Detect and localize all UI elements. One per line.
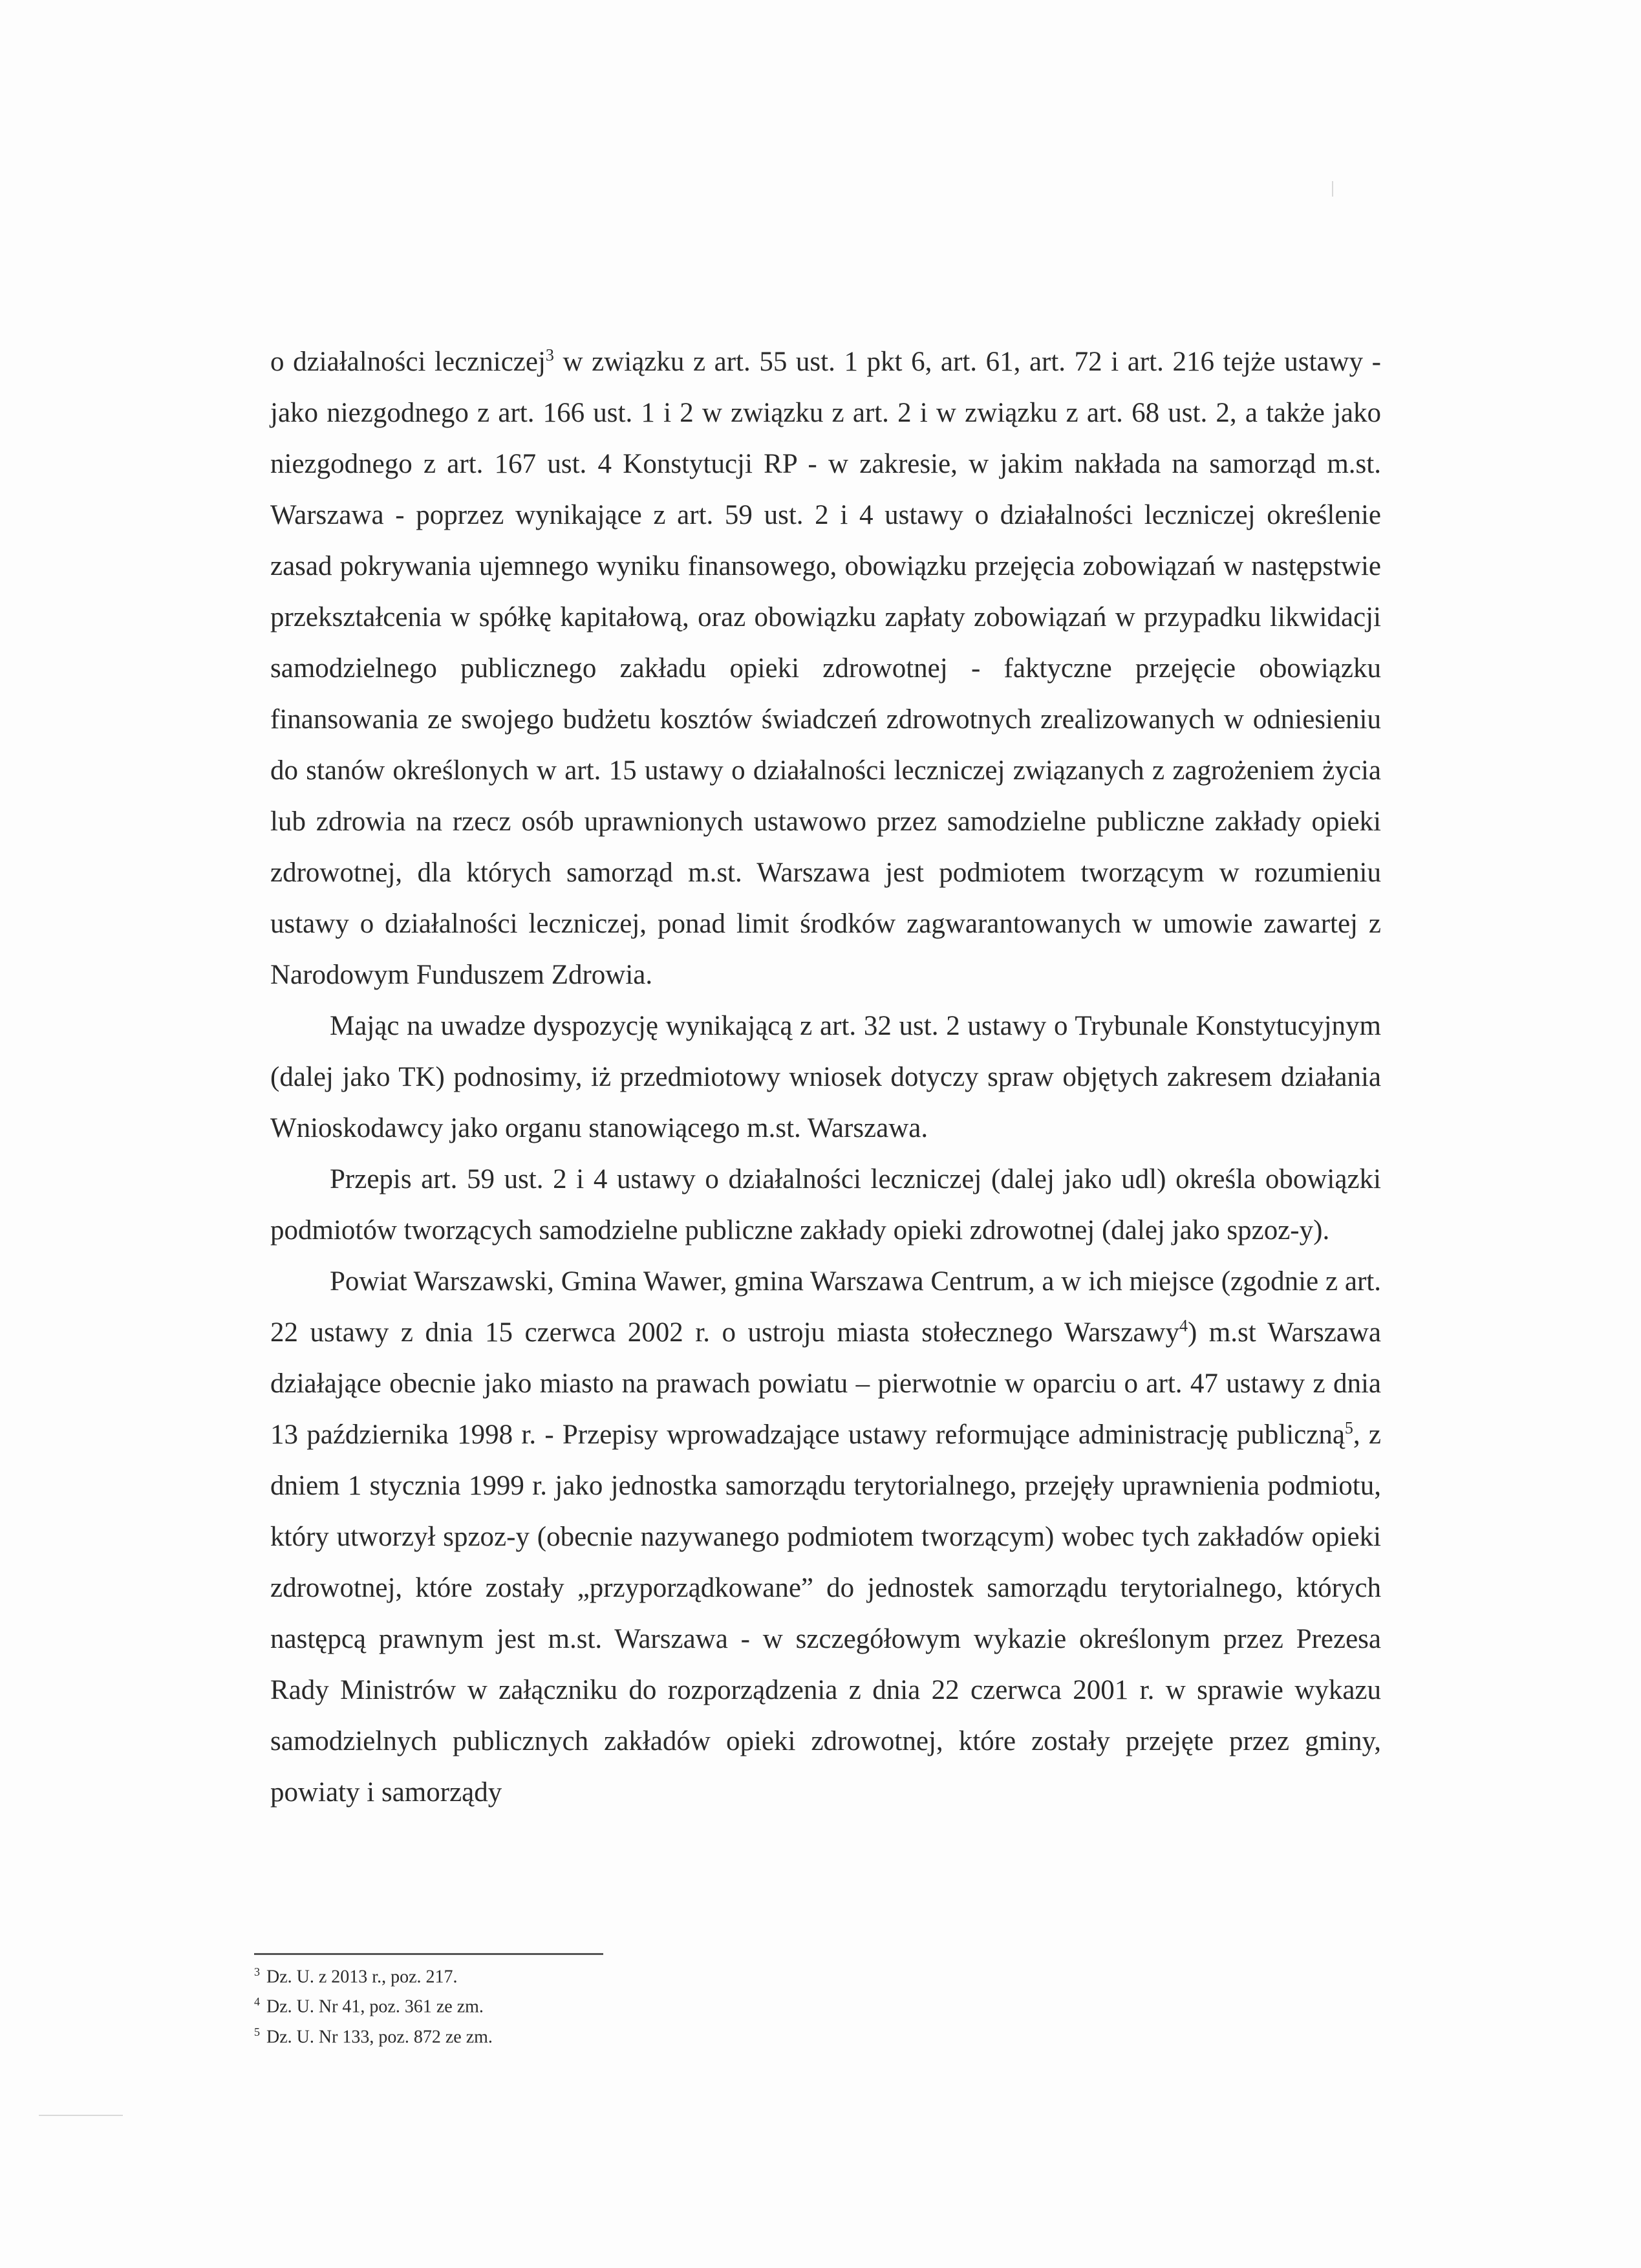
footnote-ref-5: 5 [1344, 1418, 1353, 1438]
footnote-text: Dz. U. Nr 133, poz. 872 ze zm. [266, 2026, 493, 2047]
scan-artifact-bottom [39, 2115, 123, 2116]
paragraph-1-rest: w związku z art. 55 ust. 1 pkt 6, art. 61, art. 72 i art. 216 tejże ustawy - jako niezgodnego z art. 166 ust. 1 i 2 w związku z art. 2 i w związku z art. 68 ust. 2, a także jako niezgodnego z art. 167 ust. 4 Konstytucji RP - w zakresie, w jakim nakłada na samorząd m.st. Warszawa - poprzez wynikające z art. 59 ust. 2 i 4 ustawy o działalności leczniczej określenie zasad pokrywania ujemnego wyniku finansowego, obowiązku przejęcia zobowiązań w następstwie przekształcenia w spółkę kapitałową, oraz obowiązku zapłaty zobowiązań w przypadku likwidacji samodzielnego publicznego zakładu opieki zdrowotnej - faktyczne przejęcie obowiązku finansowania ze swojego budżetu kosztów świadczeń zdrowotnych zrealizowanych w odniesieniu do stanów określonych w art. 15 ustawy o działalności leczniczej związanych z zagrożeniem życia lub zdrowia na rzecz osób uprawnionych ustawowo przez samodzielne publiczne zakłady opieki zdrowotnej, dla których samorząd m.st. Warszawa jest podmiotem tworzącym w rozumieniu ustawy o działalności leczniczej, ponad limit środków zagwarantowanych w umowie zawartej z Narodowym Funduszem Zdrowia. [270, 347, 1382, 990]
footnote-separator [254, 1953, 603, 1955]
footnote-5 [254, 2020, 901, 2049]
footnote-3 [254, 1960, 901, 1989]
footnote-text: Dz. U. z 2013 r., poz. 217. [266, 1967, 458, 1987]
footnote-number: 5 [254, 2025, 260, 2038]
footnote-text: Dz. U. Nr 41, poz. 361 ze zm. [266, 1996, 484, 2017]
paragraph-4-part-3: , z dniem 1 stycznia 1999 r. jako jednostka samorządu terytorialnego, przejęły uprawnienia podmiotu, który utworzył spzoz-y (obecnie nazywanego podmiotem tworzącym) wobec tych zakładów opieki zdrowotnej, które zostały „przyporządkowane” do jednostek samorządu terytorialnego, których następcą prawnym jest m.st. Warszawa - w szczegółowym wykazie określonym przez Prezesa Rady Ministrów w załączniku do rozporządzenia z dnia 22 czerwca 2001 r. w sprawie wykazu samodzielnych publicznych zakładów opieki zdrowotnej, które zostały przejęte przez gminy, powiaty i samorządy [270, 1420, 1381, 1808]
footnote-number: 3 [254, 1965, 260, 1978]
paragraph-1-lead: o działalności leczniczej [270, 347, 546, 377]
paragraph-4-part-1: Powiat Warszawski, Gmina Wawer, gmina Warszawa Centrum, a w ich miejsce (zgodnie z art. 22 ustawy z dnia 15 czerwca 2002 r. o ustroju miasta stołecznego Warszawy [270, 1266, 1381, 1348]
paragraph-2: Mając na uwadze dyspozycję wynikającą z art. 32 ust. 2 ustawy o Trybunale Konstytucyjnym (dalej jako TK) podnosimy, iż przedmiotowy wniosek dotyczy spraw objętych zakresem działania Wnioskodawcy jako organu stanowiącego m.st. Warszawa. [270, 1011, 1381, 1143]
footnotes [254, 1960, 901, 2049]
footnote-ref-3: 3 [545, 345, 554, 365]
footnote-4 [254, 1989, 901, 2019]
scan-artifact-top [1332, 181, 1333, 197]
paragraph-1 [270, 336, 1381, 1000]
footnote-number: 4 [254, 1995, 260, 2009]
paragraph-3: Przepis art. 59 ust. 2 i 4 ustawy o działalności leczniczej (dalej jako udl) określa obowiązki podmiotów tworzących samodzielne publiczne zakłady opieki zdrowotnej (dalej jako spzoz-y). [270, 1164, 1381, 1246]
body-text [270, 336, 1381, 1818]
paragraph-4 [270, 1256, 1381, 1818]
paragraph-4-part-2: ) m.st Warszawa działające obecnie jako miasto na prawach powiatu – pierwotnie w oparciu o art. 47 ustawy z dnia 13 października 1998 r. - Przepisy wprowadzające ustawy reformujące administrację publiczną [270, 1317, 1382, 1450]
footnote-ref-4: 4 [1179, 1316, 1188, 1335]
